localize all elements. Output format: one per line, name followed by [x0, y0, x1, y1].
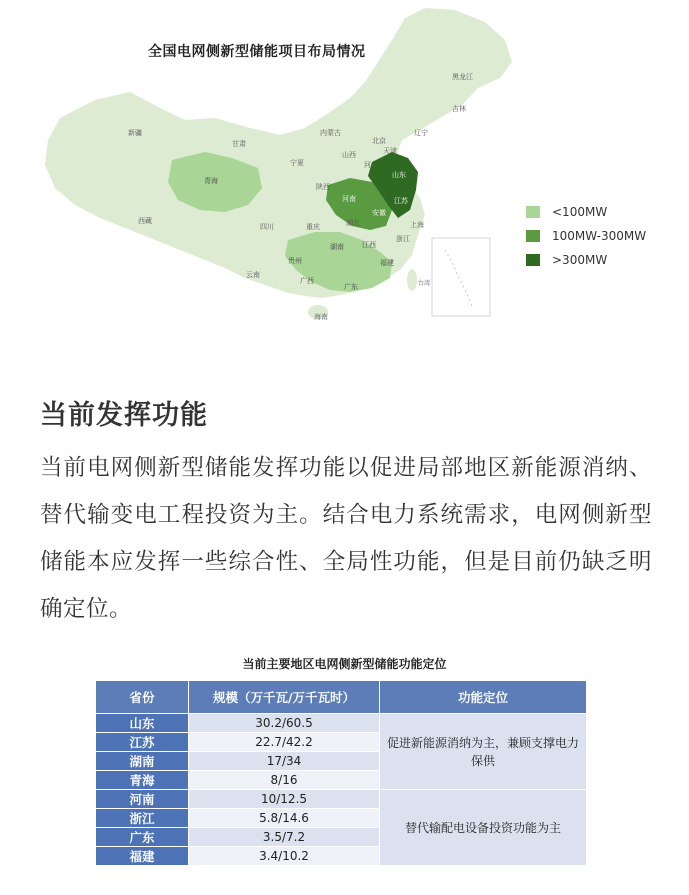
- body-paragraph: 当前电网侧新型储能发挥功能以促进局部地区新能源消纳、替代输变电工程投资为主。结合电力系统需求，电网侧新型储能本应发挥一些综合性、全局性功能，但是目前仍缺乏明确定位。: [40, 455, 652, 622]
- map-label-jilin: 吉林: [452, 105, 466, 113]
- cell-province: 河南: [96, 790, 189, 809]
- cell-scale: 22.7/42.2: [189, 733, 380, 752]
- map-label-shaanxi: 陕西: [316, 183, 330, 191]
- cell-scale: 30.2/60.5: [189, 714, 380, 733]
- cell-province: 湖南: [96, 752, 189, 771]
- map-label-hunan: 湖南: [330, 243, 344, 251]
- map-label-guizhou: 贵州: [288, 257, 302, 265]
- map-label-fujian: 福建: [380, 259, 394, 267]
- map-label-tianjin: 天津: [383, 147, 397, 155]
- cell-province: 福建: [96, 847, 189, 866]
- map-label-sichuan: 四川: [260, 223, 274, 231]
- map-label-xinjiang: 新疆: [128, 129, 142, 137]
- map-label-zhejiang: 浙江: [396, 235, 410, 243]
- map-label-chongqing: 重庆: [306, 223, 320, 231]
- map-label-hebei: 河北: [364, 161, 378, 169]
- map-label-qinghai: 青海: [204, 177, 218, 185]
- cell-scale: 17/34: [189, 752, 380, 771]
- cell-function-group-1: 促进新能源消纳为主，兼顾支撑电力保供: [380, 714, 587, 790]
- legend-swatch-high: [526, 254, 540, 266]
- map-label-jiangsu: 江苏: [394, 197, 408, 205]
- table-title: 当前主要地区电网侧新型储能功能定位: [242, 657, 447, 671]
- map-label-hainan: 海南: [314, 313, 328, 321]
- legend-swatch-mid: [526, 230, 540, 242]
- map-label-jiangxi: 江西: [362, 241, 376, 249]
- map-label-henan: 河南: [342, 195, 356, 203]
- function-table: [95, 680, 587, 866]
- map-label-ningxia: 宁夏: [290, 159, 304, 167]
- legend-item-mid: [526, 229, 646, 243]
- table-row: [96, 714, 587, 733]
- map-label-taiwan: 台湾: [418, 280, 431, 287]
- cell-scale: 3.5/7.2: [189, 828, 380, 847]
- table-header-row: [96, 681, 587, 714]
- map-label-xizang: 西藏: [138, 217, 152, 225]
- cell-scale: 5.8/14.6: [189, 809, 380, 828]
- map-label-shanghai: 上海: [410, 221, 424, 229]
- map-label-heilongjiang: 黑龙江: [452, 73, 473, 81]
- map-label-guangxi: 广西: [300, 277, 314, 285]
- map-label-hubei: 湖北: [346, 219, 360, 227]
- cell-scale: 8/16: [189, 771, 380, 790]
- legend-label-low: <100MW: [552, 205, 608, 219]
- map-label-neimenggu: 内蒙古: [320, 129, 341, 137]
- map-label-liaoning: 辽宁: [414, 129, 428, 137]
- cell-scale: 10/12.5: [189, 790, 380, 809]
- cell-province: 山东: [96, 714, 189, 733]
- header-scale: 规模（万千瓦/万千瓦时）: [189, 681, 380, 714]
- cell-scale: 3.4/10.2: [189, 847, 380, 866]
- map-title: 全国电网侧新型储能项目布局情况: [148, 44, 366, 60]
- legend-item-low: [526, 205, 607, 219]
- cell-province: 江苏: [96, 733, 189, 752]
- table-row: [96, 790, 587, 809]
- legend-swatch-low: [526, 206, 540, 218]
- header-province: 省份: [96, 681, 189, 714]
- legend-label-mid: 100MW-300MW: [552, 229, 647, 243]
- legend-label-high: >300MW: [552, 253, 608, 267]
- map-label-beijing: 北京: [372, 137, 386, 145]
- cell-function-group-2: 替代输配电设备投资功能为主: [380, 790, 587, 866]
- map-inset-frame: [432, 238, 490, 316]
- map-label-gansu: 甘肃: [232, 140, 246, 148]
- map-label-guangdong: 广东: [344, 283, 358, 291]
- cell-province: 浙江: [96, 809, 189, 828]
- cell-province: 广东: [96, 828, 189, 847]
- map-label-yunnan: 云南: [246, 271, 260, 279]
- section-heading: 当前发挥功能: [40, 400, 208, 431]
- cell-province: 青海: [96, 771, 189, 790]
- map-label-shandong: 山东: [392, 171, 406, 179]
- map-label-anhui: 安徽: [372, 209, 386, 217]
- header-function: 功能定位: [380, 681, 587, 714]
- map-taiwan: [407, 269, 417, 291]
- map-label-shanxi: 山西: [342, 151, 356, 159]
- legend-item-high: [526, 253, 607, 267]
